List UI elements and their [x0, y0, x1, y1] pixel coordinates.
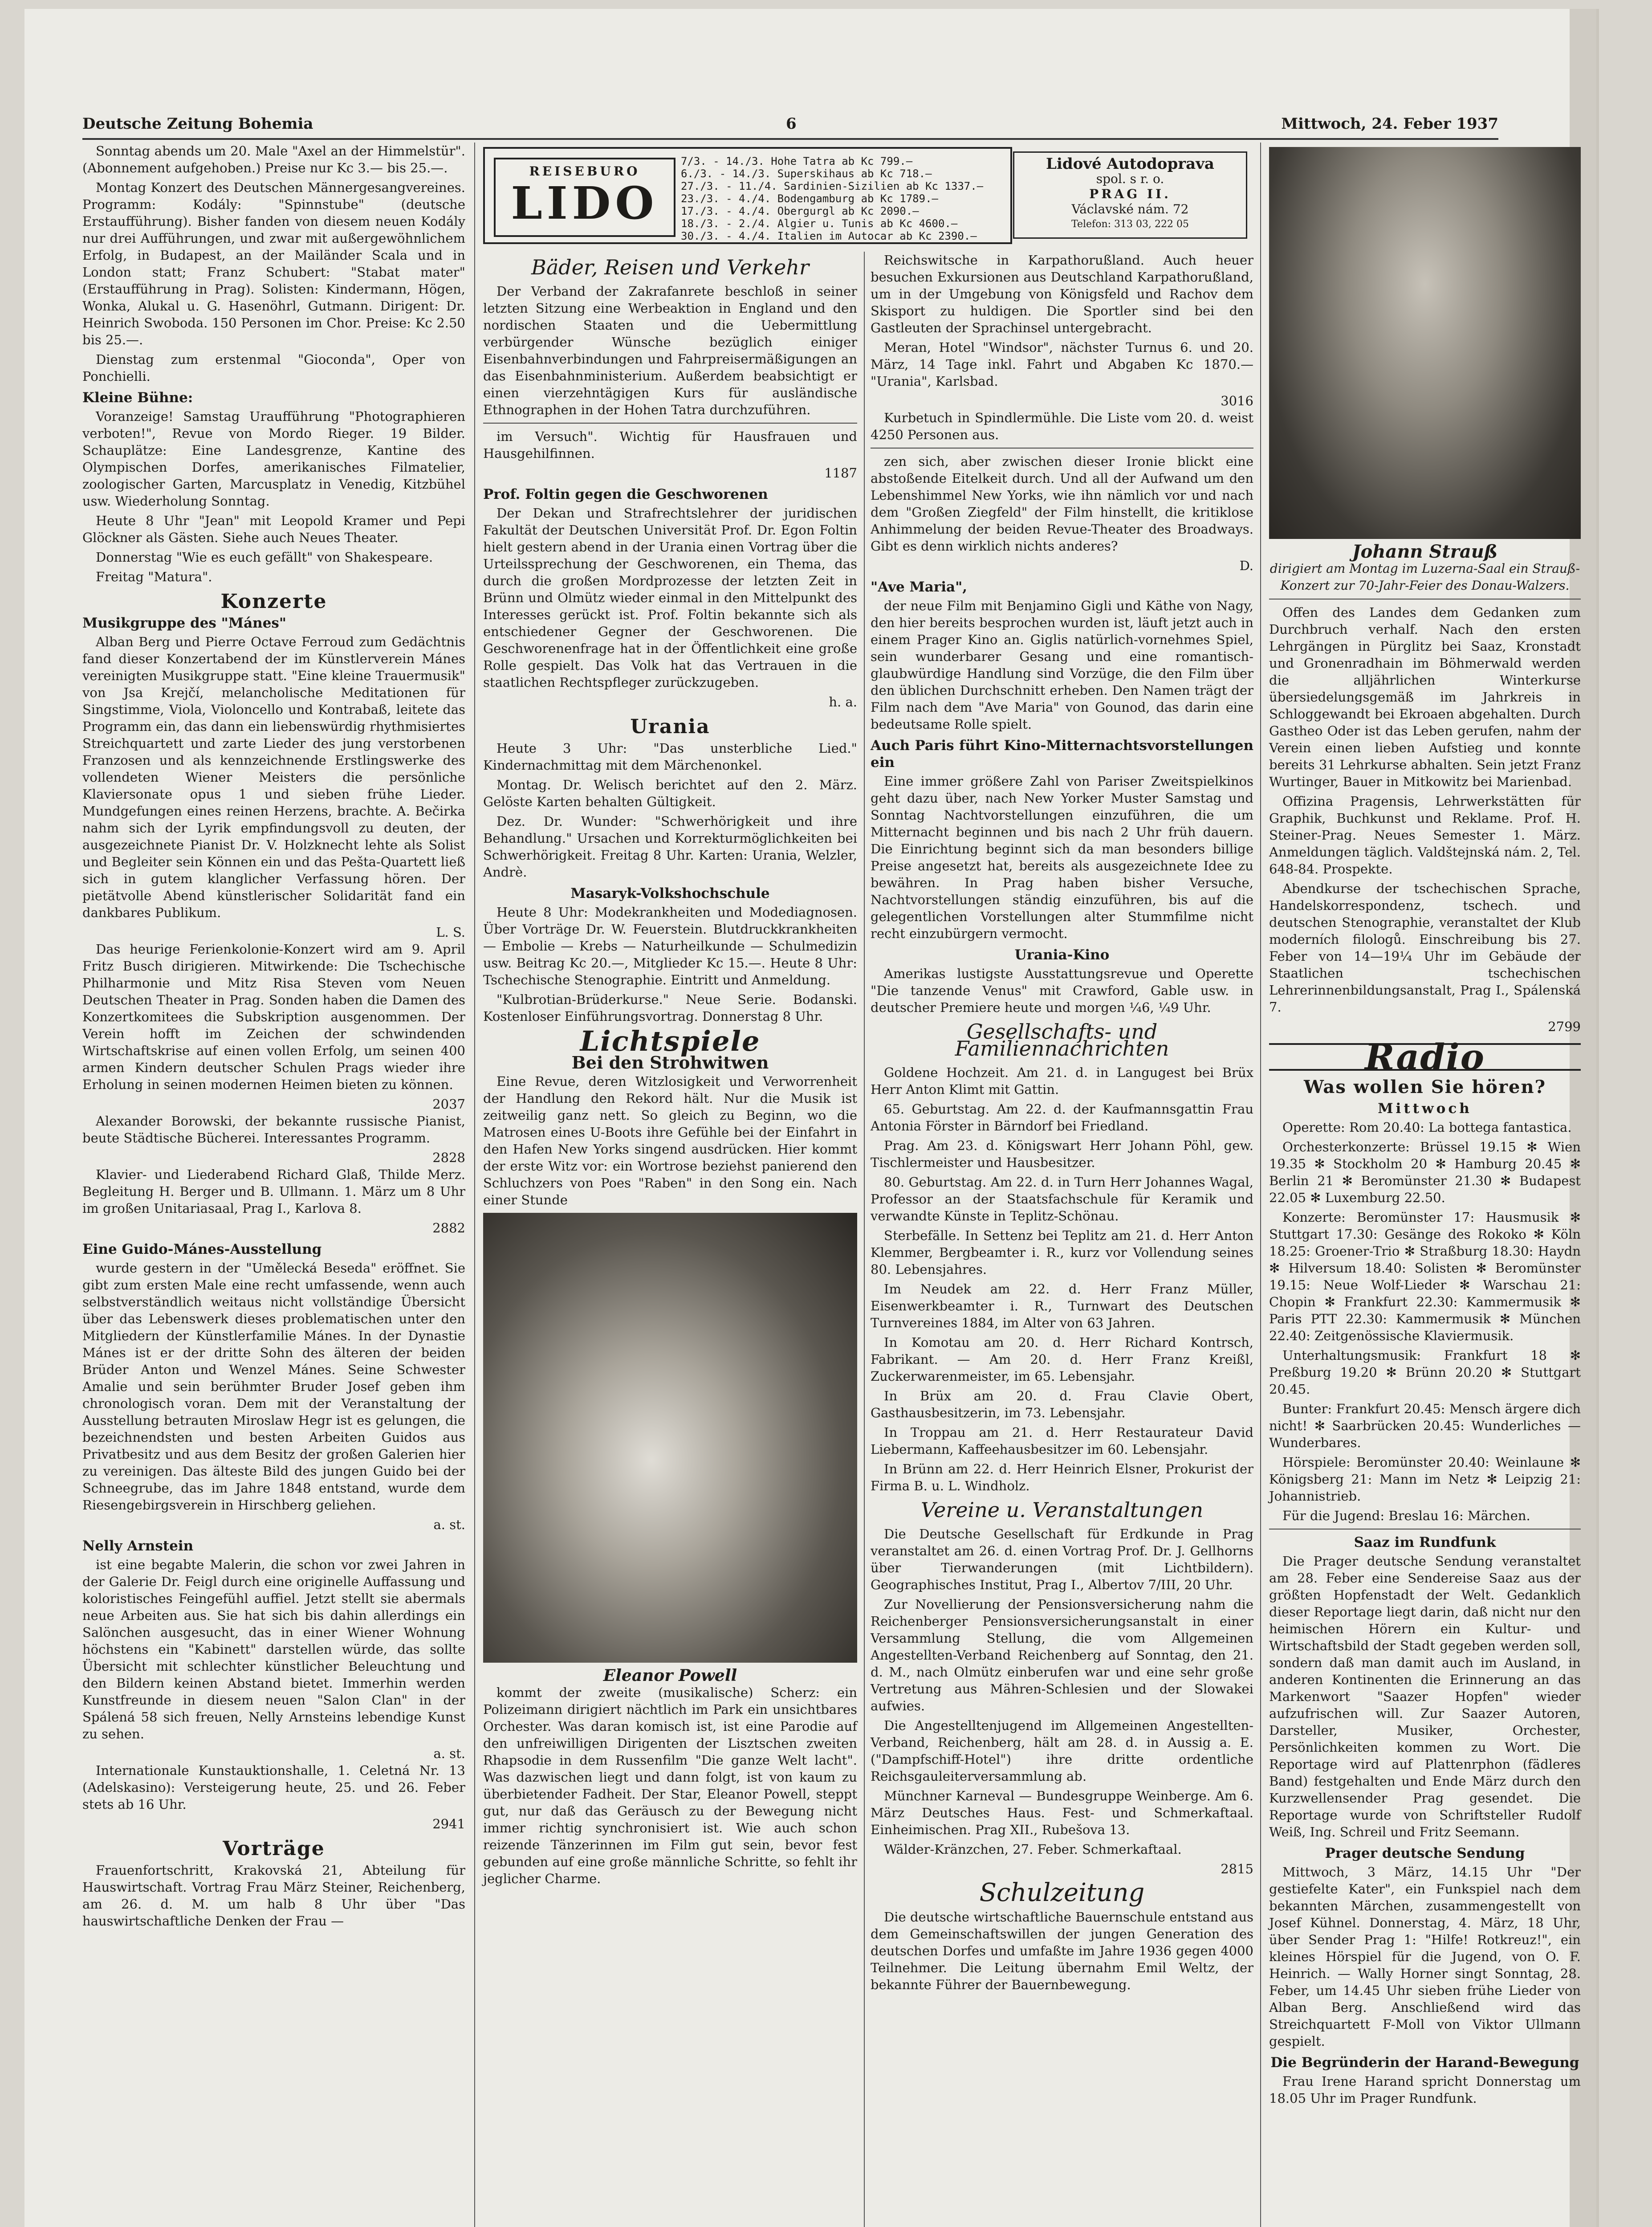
article-body: wurde gestern in der "Umělecká Beseda" eröffnet. Sie gibt zum ersten Male eine recht umfassende, wenn auch selbstverständlich weitaus nicht vollständige Übersicht über das Lebenswerk dieses problematischen unter den Mitgliedern der Künstlerfamilie Mánes. In der Dynastie Mánes ist er der dritte Sohn des älteren der beiden Brüder Anton und Wenzel Mánes. Seine Schwester Amalie und sein berühmter Bruder Josef geben ihm chronologisch voran. Dem mit der Veranstaltung der Ausstellung betrauten Miroslaw Hegr ist es gelungen, die bezeichnendsten und besten Arbeiten Guidos aus Privatbesitz und aus dem Besitz der großen Galerien hier zu vereinigen. Das älteste Bild des jungen Guido bei der Schneegrube, das im Jahre 1848 entstand, wurde dem Riesengebirgsverein in Hirschberg geliehen. — [82, 1260, 465, 1513]
family-item: Sterbefälle. In Settenz bei Teplitz am 21. d. Herr Anton Klemmer, Bergbeamter i. R., kurz vor Vollendung seines 80. Lebensjahres. — [871, 1228, 1253, 1277]
article-body: ist eine begabte Malerin, die schon vor zwei Jahren in der Galerie Dr. Feigl durch eine originelle Auffassung und koloristisches Feingefühl auffiel. Jetzt stellt sie abermals neue Arbeiten aus. Sie hat sich bis dahin allerdings ein Salönchen ausgesucht, das in einer Wiener Wohnung höchstens ein "Kabinett" darstellen würde, das sollte Übersicht mit schlechter künstlicher Beleuchtung und den Bildern keinen Abstand bietet. Immerhin werden Kunstfreunde in diesem neuen "Salon Clan" in der Spálená 58 sich freuen, Nelly Arnsteins lebendige Kunst zu sehen. — [82, 1557, 465, 1742]
page-header — [82, 111, 1498, 140]
newspaper-page — [24, 9, 1596, 2227]
trip-line: 27./3. - 11./4. Sardinien-Sizilien ab Kc 1337.— — [681, 180, 984, 192]
article-signature: D. — [1239, 558, 1253, 573]
notice: Heute 8 Uhr: Modekrankheiten und Modediagnosen. Über Vorträge Dr. W. Feuerstein. Blutdruckkrankheiten — Embolie — Krebs — Naturheilkunde — Schulmedizin usw. Beitrag Kc 20.—, Mitglieder Kc 15.—. Heute 8 Uhr: Tschechische Stenographie. Eintritt und Anmeldung. — [483, 905, 857, 987]
article-body: Mittwoch, 3 März, 14.15 Uhr "Der gestiefelte Kater", ein Funkspiel nach dem bekannten Märchen, zusammengestellt von Josef Kühnel. Donnerstag, 4. März, 18 Uhr, über Sender Prag 1: "Hilfe! Rotkreuz!", ein kleines Hörspiel für die Jugend, von O. F. Heinrich. — Wally Horner singt Sonntag, 28. Feber, um 14.45 Uhr sieben frühe Lieder von Alban Berg. Anschließend wird das Streichquartett F-Moll von Viktor Ullmann gespielt. — [1269, 1864, 1581, 2049]
notice-number: 3016 — [1221, 393, 1253, 408]
kb-item: Freitag "Matura". — [96, 569, 212, 584]
article-heading: Musikgruppe des "Mánes" — [82, 615, 287, 631]
kleine-buehne-heading: Kleine Bühne: — [82, 390, 193, 406]
family-item: 80. Geburtstag. Am 22. d. in Turn Herr Johannes Wagal, Professor an der Staatsfachschule für Keramik und verwandte Künste in Teplitz-Schönau. — [871, 1175, 1253, 1224]
ad-line: spol. s r. o. — [1096, 171, 1164, 186]
article-body: kommt der zweite (musikalische) Scherz: ein Polizeimann dirigiert nächtlich im Park ein unsichtbares Orchester. Was daran komisch ist, ist eine Parodie auf den unfreiwilligen Dirigenten der Lisztschen zweiten Rhapsodie in dem Russenfilm "Die ganze Welt lacht". Was dazwischen liegt und dann folgt, ist von kaum zu überbietender Fadheit. Der Star, Eleanor Powell, steppt gut, nur daß das Geräusch zu der Bewegung nicht immer richtig synchronisiert ist. Wie auch schon reizende Tänzerinnen im Film gut sein, bevor fest gebunden auf eine große männliche Schritte, so fehlt ihr jeglicher Charme. — [483, 1685, 857, 1886]
radio-item: Unterhaltungsmusik: Frankfurt 18 ✻ Preßburg 19.20 ✻ Brünn 20.20 ✻ Stuttgart 20.45. — [1269, 1348, 1581, 1397]
article-body: Der Dekan und Strafrechtslehrer der juridischen Fakultät der Deutschen Universität Prof. Dr. Egon Foltin hielt gestern abend in der Urania einen Vortrag über die Urteilssprechung der Geschworenen, ein Thema, das durch die großen Mordprozesse der letzten Zeit in Brünn und Olmütz wieder einmal in den Mittelpunkt des Interesses gerückt ist. Prof. Foltin bekannte sich als entschiedener Gegner der Geschworenen. Die Geschworenenfrage hat in der Öffentlichkeit eine große Rolle gespielt. Das Volk hat das Vertrauen in die staatlichen Rechtspfleger zurückzugeben. — [483, 506, 857, 690]
ad-phone: Telefon: 313 03, 222 05 — [1071, 219, 1189, 230]
notice-number: 2815 — [1221, 1861, 1253, 1876]
lido-trips — [681, 155, 993, 242]
notice: Reichswitsche in Karpathorußland. Auch heuer besuchen Exkursionen aus Deutschland Karpathorußland, um in der Umgebung von Königsfeld und Rachov dem Skisport zu huldigen. Die Sportler sind bei den Gastleuten der Sprachinsel untergebracht. — [871, 253, 1253, 335]
radio-item: Bunter: Frankfurt 20.45: Mensch ärgere dich nicht! ✻ Saarbrücken 20.45: Wunderliches — Wunderbares. — [1269, 1401, 1581, 1450]
photo-caption: dirigiert am Montag im Luzerna-Saal ein Strauß-Konzert zur 70-Jahr-Feier des Donau-Walzers. — [1270, 561, 1580, 593]
notice: Kurbetuch in Spindlermühle. Die Liste vom 20. d. weist 4250 Personen aus. — [871, 410, 1253, 442]
article-heading: Bei den Strohwitwen — [571, 1052, 769, 1073]
column-rule — [474, 143, 475, 2227]
radio-program — [1269, 1119, 1581, 1524]
notice: Dez. Dr. Wunder: "Schwerhörigkeit und ihre Behandlung." Ursachen und Korrekturmöglichkeiten bei Schwerhörigkeit. Freitag 8 Uhr. Karten: Urania, Welzler, Andrè. — [483, 814, 857, 880]
trip-line: 18./3. - 2./4. Algier u. Tunis ab Kc 4600.— — [681, 217, 958, 230]
issue-date: Mittwoch, 24. Feber 1937 — [1281, 115, 1498, 133]
photo-caption: Eleanor Powell — [603, 1666, 737, 1685]
radio-subheading: Was wollen Sie hören? — [1303, 1077, 1546, 1097]
radio-item: Hörspiele: Beromünster 20.40: Weinlaune ✻ Königsberg 21: Mann im Netz ✻ Leipzig 21: Johannistrieb. — [1269, 1455, 1581, 1504]
lido-small: REISEBURO — [529, 164, 640, 179]
article-heading: Prof. Foltin gegen die Geschworenen — [483, 486, 768, 502]
theater-sunday: Sonntag abends um 20. Male "Axel an der Himmelstür". (Abonnement aufgehoben.) Preise nur Kc 3.— bis 25.—. — [82, 143, 465, 175]
eleanor-powell-photo — [483, 1213, 857, 1663]
club-item: Zur Novellierung der Pensionsversicherung nahm die Reichenberger Pensionsversicherungsanstalt in einer Versammlung Stellung, die vom Allgemeinen Angestellten-Verband Reichenberg auf Sonntag, den 21. d. M., nach Olmütz einberufen war und eine sehr große Vertretung aus Mähren-Schlesien und der Slowakei aufwies. — [871, 1597, 1253, 1713]
ad-city: PRAG II. — [1089, 187, 1171, 201]
vereine-heading: Vereine u. Veranstaltungen — [920, 1498, 1203, 1522]
column-rule — [1260, 143, 1261, 2227]
column-4 — [1269, 143, 1581, 2109]
vortraege-heading: Vorträge — [223, 1837, 325, 1860]
lido-logo — [494, 158, 675, 237]
radio-item: Für die Jugend: Breslau 16: Märchen. — [1282, 1508, 1530, 1523]
article-heading: Saaz im Rundfunk — [1354, 1534, 1496, 1550]
kb-item: Voranzeige! Samstag Uraufführung "Photographieren verboten!", Revue von Mordo Rieger. 19 Bilder. Schauplätze: Eine Landesgrenze, Kantine des Olympischen Dorfes, amerikanisches Filmatelier, zoologischer Garten, Marcusplatz in Venedig, Kitzbühel usw. Wiederholung Sonntag. — [82, 409, 465, 509]
konzerte-heading: Konzerte — [220, 590, 327, 613]
article-signature: a. st. — [433, 1746, 465, 1761]
lido-ad — [483, 147, 1012, 244]
article-heading: Urania-Kino — [1014, 947, 1110, 963]
family-item: In Troppau am 21. d. Herr Restaurateur David Liebermann, Kaffeehausbesitzer im 60. Lebensjahr. — [871, 1425, 1253, 1457]
notice: Das heurige Ferienkolonie-Konzert wird am 9. April Fritz Busch dirigieren. Mitwirkende: Die Tschechische Philharmonie und Mitz Risa Steven vom Neuen Deutschen Theater in Prag. Sonden haben die Damen des Konzertkomitees die Subskription ausgenommen. Der Verein hofft im Zeichen der schwindenden Wirtschaftskrise auf einen vollen Erfolg, um seinen 400 armen Kindern deutscher Schulen Prags wieder ihre Erholung in seinen modernen Heimen bieten zu können. — [82, 942, 465, 1092]
schulzeitung-heading: Schulzeitung — [979, 1878, 1145, 1907]
trip-line: 7/3. - 14./3. Hohe Tatra ab Kc 799.— — [681, 155, 913, 167]
column-rule — [864, 252, 865, 2227]
family-item: Im Neudek am 22. d. Herr Franz Müller, Eisenwerkbeamter i. R., Turnwart des Deutschen Turnvereines 1884, im Alter von 63 Jahren. — [871, 1281, 1253, 1330]
notice: Meran, Hotel "Windsor", nächster Turnus 6. und 20. März, 14 Tage inkl. Fahrt und Abgaben Kc 1870.— "Urania", Karlsbad. — [871, 340, 1253, 389]
notice-number: 2882 — [432, 1220, 465, 1236]
article-body: Die deutsche wirtschaftliche Bauernschule entstand aus dem Gemeinschaftswillen der jungen Generation des deutschen Dorfes und umfaßte im Jahre 1936 gegen 4000 Teilnehmer. Die Leitung übernahm Emil Weltz, der bekannte Führer der Bauernbewegung. — [871, 1909, 1253, 1992]
notice-number: 1187 — [824, 465, 857, 481]
newspaper-name: Deutsche Zeitung Bohemia — [82, 115, 313, 133]
club-item: Die Deutsche Gesellschaft für Erdkunde in Prag veranstaltet am 26. d. einen Vortrag Prof. Dr. J. Gellhorns über Tierwanderungen (mit Lichtbildern). Geographisches Institut, Prag I., Albertov 7/III, 20 Uhr. — [871, 1526, 1253, 1592]
theater-monday: Montag Konzert des Deutschen Männergesangvereines. Programm: Kodály: "Spinnstube" (deutsche Erstaufführung). Bisher fanden von diesem neuen Kodály nur drei Aufführungen, und zwar mit außergewöhnlichem Erfolg, in Budapest, an der Mailänder Scala und in London statt; Franz Schubert: "Stabat mater" (Erstaufführung in Prag). Solisten: Kindermann, Högen, Wonka, Alukal u. G. Hasenöhrl, Gutmann. Dirigent: Dr. Heinrich Swoboda. 150 Personen im Chor. Preise: Kc 2.50 bis 25.—. — [82, 180, 465, 347]
notice: "Kulbrotian-Brüderkurse." Neue Serie. Bodanski. Kostenloser Einführungsvortrag. Donnerstag 8 Uhr. — [483, 992, 857, 1024]
radio-item: Operette: Rom 20.40: La bottega fantastica. — [1282, 1120, 1572, 1135]
club-item: Münchner Karneval — Bundesgruppe Weinberge. Am 6. März Deutsches Haus. Fest- und Schmerkaftaal. Einheimischen. Prag XII., Rubešova 13. — [871, 1788, 1253, 1837]
article-body: Offen des Landes dem Gedanken zum Durchbruch verhalf. Nach den ersten Lehrgängen in Pürglitz bei Saaz, Kronstadt und Gronenradhain im Böhmerwald werden die alljährlichen Winterkurse übersiedelungsgemäß im Jahrkreis in Schloggewandt bei Ekroaen abgehalten. Durch Gastheo Oder ist das Leben gerufen, nahm der Verein einen lieben Aufstieg und konnte bereits 31 Lehrkurse abhalten. Sein jetzt Franz Wurtinger, Bauer in Mitkowitz bei Marienbad. — [1269, 605, 1581, 789]
family-item: 65. Geburtstag. Am 22. d. der Kaufmannsgattin Frau Antonia Förster in Bärndorf bei Friedland. — [871, 1101, 1253, 1134]
article-heading: Prager deutsche Sendung — [1325, 1845, 1525, 1861]
lido-big: LIDO — [511, 177, 659, 229]
radio-heading: Radio — [1269, 1043, 1581, 1071]
article-body: Der Verband der Zakrafanrete beschloß in seiner letzten Sitzung eine Werbeaktion in England und den nordischen Staaten und die Uebermittlung verbürgender Wünsche bezüglich einiger Eisenbahnverbindungen und Fahrpreisermäßigungen an das Eisenbahnministerium. Außerdem beabsichtigt er einen vierzehntägigen Kurs für ausländische Ethnographen in der Hohen Tatra durchzuführen. — [483, 284, 857, 417]
radio-item: Orchesterkonzerte: Brüssel 19.15 ✻ Wien 19.35 ✻ Stockholm 20 ✻ Hamburg 20.45 ✻ Berlin 21 ✻ Beromünster 21.30 ✻ Budapest 22.05 ✻ Luxemburg 22.50. — [1269, 1139, 1581, 1205]
johann-strauss-photo — [1269, 147, 1581, 539]
family-item: In Brünn am 22. d. Herr Heinrich Elsner, Prokurist der Firma B. u. L. Windholz. — [871, 1461, 1253, 1493]
urania-heading: Urania — [630, 715, 710, 738]
column-1 — [82, 143, 465, 1932]
article-heading: Die Begründerin der Harand-Bewegung — [1270, 2055, 1579, 2071]
notice: Abendkurse der tschechischen Sprache, Handelskorrespondenz, tschech. und deutschen Stenographie, veranstaltet der Klub moderních filologů. Einschreibung bis 27. Feber von 14—19¼ Uhr im Gebäude der Staatlichen tschechischen Lehrerinnenbildungsanstalt, Prag I., Spálenská 7. — [1269, 881, 1581, 1015]
article-heading: "Ave Maria", — [871, 579, 968, 595]
family-item: Goldene Hochzeit. Am 21. d. in Langugest bei Brüx Herr Anton Klimt mit Gattin. — [871, 1065, 1253, 1097]
article-heading: Auch Paris führt Kino-Mitternachtsvorstellungen ein — [871, 738, 1253, 771]
article-body: Frau Irene Harand spricht Donnerstag um 18.05 Uhr im Prager Rundfunk. — [1269, 2074, 1581, 2106]
article-signature: L. S. — [436, 925, 465, 940]
article-body: zen sich, aber zwischen dieser Ironie blickt eine abstoßende Eitelkeit durch. Und all der Aufwand um den Lebenshimmel New Yorks, wie ihn nämlich vor und nach dem "Großen Ziegfeld" der Film hinstellt, die kritiklose Anhimmelung der beiden Revue-Theater des Broadways. Gibt es denn wirklich nichts anderes? — [871, 454, 1253, 554]
family-item: In Brüx am 20. d. Frau Clavie Obert, Gasthausbesitzerin, im 73. Lebensjahr. — [871, 1388, 1253, 1420]
radio-day: Mittwoch — [1378, 1101, 1472, 1117]
lichtspiele-heading: Lichtspiele — [580, 1025, 761, 1057]
ad-name: Lidové Autodoprava — [1046, 155, 1214, 173]
article-body: der neue Film mit Benjamino Gigli und Käthe von Nagy, den hier bereits besprochen wurden ist, läuft jetzt auch in einem Prager Kino an. Giglis natürlich-vornehmes Spiel, sein wunderbarer Gesang und eine romantisch-glaubwürdige Handlung sind Vorzüge, die den Film über den üblichen Durchschnitt erheben. Den Namen trägt der Film nach dem "Ave Maria" von Gounod, das darin eine bedeutsame Rolle spielt. — [871, 598, 1253, 732]
gesellschaft-heading: Gesellschafts- und Familiennachrichten — [955, 1020, 1169, 1060]
family-item: Prag. Am 23. d. Königswart Herr Johann Pöhl, gew. Tischlermeister und Hausbesitzer. — [871, 1138, 1253, 1170]
notice: Frauenfortschritt, Krakovská 21, Abteilung für Hauswirtschaft. Vortrag Frau März Steiner, Reichenberg, am 26. d. M. um halb 8 Uhr über "Das hauswirtschaftliche Denken der Frau — — [82, 1863, 465, 1929]
theater-tuesday: Dienstag zum erstenmal "Gioconda", Oper von Ponchielli. — [82, 352, 465, 384]
notice-number: 2799 — [1548, 1019, 1581, 1034]
column-3 — [871, 252, 1253, 1996]
article-body: Die Prager deutsche Sendung veranstaltet am 28. Feber eine Sendereise Saaz aus der größten Hopfenstadt der Welt. Gedanklich dieser Reportage liegt darin, daß nicht nur den heimischen Hörern ein Kultur- und Wirtschaftsbild der Stadt gegeben werden soll, sondern daß man damit auch im Ausland, in anderen Kontinenten die Erinnerung an das Markenwort "Saazer Hopfen" wieder aufzufrischen will. Zur Saazer Autoren, Darsteller, Musiker, Orchester, Persönlichkeiten kommen zu Wort. Die Reportage wird auf Plattenrphon (fädleres Band) festgehalten und Ende März durch den Kurzwellensender Prag gesendet. Die Reportage wurde von Schriftsteller Rudolf Weiß, Ing. Schreil und Fritz Seemann. — [1269, 1554, 1581, 1840]
article-body: Eine Revue, deren Witzlosigkeit und Verworrenheit der Handlung den Rekord hält. Nur die Musik ist zeitweilig ganz nett. So gleich zu Beginn, wo die Matrosen eines U-Boots ihre Gefühle bei der Einfahrt in den Hafen New Yorks singend ausdrücken. Hier kommt der erste Witz vor: ein Wortrose beziehst panierend den Schluchzers von Poes "Raben" in den Song ein. Nach einer Stunde — [483, 1074, 857, 1207]
article-heading: Masaryk-Volkshochschule — [570, 885, 770, 901]
notice: Offizina Pragensis, Lehrwerkstätten für Graphik, Buchkunst und Reklame. Prof. H. Steiner-Prag. Neues Semester 1. März. Anmeldungen täglich. Valdštejnská nám. 2, Tel. 648-84. Prospekte. — [1269, 794, 1581, 877]
article-signature: a. st. — [433, 1517, 465, 1532]
trip-line: 23./3. - 4./4. Bodengamburg ab Kc 1789.— — [681, 192, 938, 205]
page-number: 6 — [786, 115, 797, 133]
autodoprava-ad — [1013, 151, 1247, 239]
kb-item: Heute 8 Uhr "Jean" mit Leopold Kramer und Pepi Glöckner als Gästen. Siehe auch Neues Theater. — [82, 513, 465, 545]
notice: Alexander Borowski, der bekannte russische Pianist, beute Städtische Bücherei. Interessantes Programm. — [82, 1114, 465, 1146]
notice-number: 2828 — [432, 1150, 465, 1165]
article-heading: Nelly Arnstein — [82, 1538, 194, 1554]
notice: Internationale Kunstauktionshalle, 1. Celetná Nr. 13 (Adelskasino): Versteigerung heute, 25. und 26. Feber stets ab 16 Uhr. — [82, 1763, 465, 1812]
notice-number: 2941 — [432, 1816, 465, 1831]
baeder-heading: Bäder, Reisen und Verkehr — [531, 255, 809, 279]
club-item: Wälder-Kränzchen, 27. Feber. Schmerkaftaal. — [884, 1842, 1182, 1857]
club-item: Die Angestelltenjugend im Allgemeinen Angestellten-Verband, Reichenberg, hält am 28. d. in Aussig a. E. ("Dampfschiff-Hotel") ihre dritte ordentliche Reichsgauleiterversammlung ab. — [871, 1718, 1253, 1784]
article-body: Eine immer größere Zahl von Pariser Zweitspielkinos geht dazu über, nach New Yorker Muster Samstag und Sonntag Nachtvorstellungen einzuführen, die um Mitternacht beginnen und bis nach 2 Uhr früh dauern. Die Einrichtung beginnt sich da man besonders billige Preise angesetzt hat, bereits als ausgezeichnete Idee zu bewähren. In Prag haben bisher Versuche, Nachtvorstellungen ständig einzuführen, bis auf die gelegentlichen Vorstellungen alter Stummfilme nicht recht einzubürgern vermocht. — [871, 774, 1253, 941]
notice-number: 2037 — [432, 1097, 465, 1112]
kb-item: Donnerstag "Wie es euch gefällt" von Shakespeare. — [96, 550, 433, 565]
column-2 — [483, 252, 857, 1890]
article-body: im Versuch". Wichtig für Hausfrauen und Hausgehilfinnen. — [483, 429, 857, 461]
notice: Klavier- und Liederabend Richard Glaß, Thilde Merz. Begleitung H. Berger und B. Ullmann. 1. März um 8 Uhr im großen Unitariasaal, Prag I., Karlova 8. — [82, 1167, 465, 1216]
trip-line: 30./3. - 4./4. Italien im Autocar ab Kc 2390.— — [681, 230, 977, 242]
photo-name: Johann Strauß — [1352, 541, 1498, 562]
family-item: In Komotau am 20. d. Herr Richard Kontrsch, Fabrikant. — Am 20. d. Herr Franz Kreißl, Zuckerwarenmeister, im 65. Lebensjahr. — [871, 1335, 1253, 1384]
article-heading: Eine Guido-Mánes-Ausstellung — [82, 1241, 322, 1257]
article-signature: h. a. — [829, 694, 857, 710]
radio-item: Konzerte: Beromünster 17: Hausmusik ✻ Stuttgart 17.30: Gesänge des Rokoko ✻ Köln 18.25: Groener-Trio ✻ Straßburg 18.30: Haydn ✻ Hilversum 18.40: Solisten ✻ Beromünster 19.15: Neue Wolf-Lieder ✻ Warschau 21: Chopin ✻ Frankfurt 22.30: Kammermusik ✻ Paris PTT 22.30: Kammermusik ✻ München 22.40: Zeitgenössische Klaviermusik. — [1269, 1210, 1581, 1343]
notice: Montag. Dr. Welisch berichtet auf den 2. März. Gelöste Karten behalten Gültigkeit. — [483, 777, 857, 809]
ad-address: Václavské nám. 72 — [1071, 202, 1189, 216]
notice: Amerikas lustigste Ausstattungsrevue und Operette "Die tanzende Venus" mit Crawford, Gable usw. in deutscher Premiere heute und morgen ¼6, ¼9 Uhr. — [871, 966, 1253, 1015]
trip-line: 17./3. - 4./4. Obergurgl ab Kc 2090.— — [681, 205, 919, 217]
notice: Heute 3 Uhr: "Das unsterbliche Lied." Kindernachmittag mit dem Märchenonkel. — [483, 741, 857, 773]
trip-line: 6./3. - 14./3. Superskihaus ab Kc 718.— — [681, 167, 932, 180]
article-body: Alban Berg und Pierre Octave Ferroud zum Gedächtnis fand dieser Konzertabend der im Künstlerverein Mánes vereinigten Musikgruppe statt. "Eine kleine Trauermusik" von Jsa Krejčí, melancholische Meditationen für Singstimme, Viola, Violoncello und Kontrabaß, leitete das Programm ein, das dann ein liebenswürdig rhythmisiertes Streichquartett und zarte Lieder des jung verstorbenen Franzosen und als kennzeichnende Erstlingswerke des vollendeten Wiener Meisters die persönliche Klaviersonate opus 1 und sieben frühe Lieder. Mundgefungen eines reinen Herzens, brachte. A. Bečirka nahm sich der Lyrik empfindungsvoll zu deuten, der ausgezeichnete Pianist Dr. V. Holzknecht lehte als Solist und Begleiter sein Können ein und das Pešta-Quartett ließ sich in gutem klanglicher Verfassung hören. Der pietätvolle Abend künstlerischer Solidarität fand ein dankbares Publikum. — [82, 634, 465, 920]
